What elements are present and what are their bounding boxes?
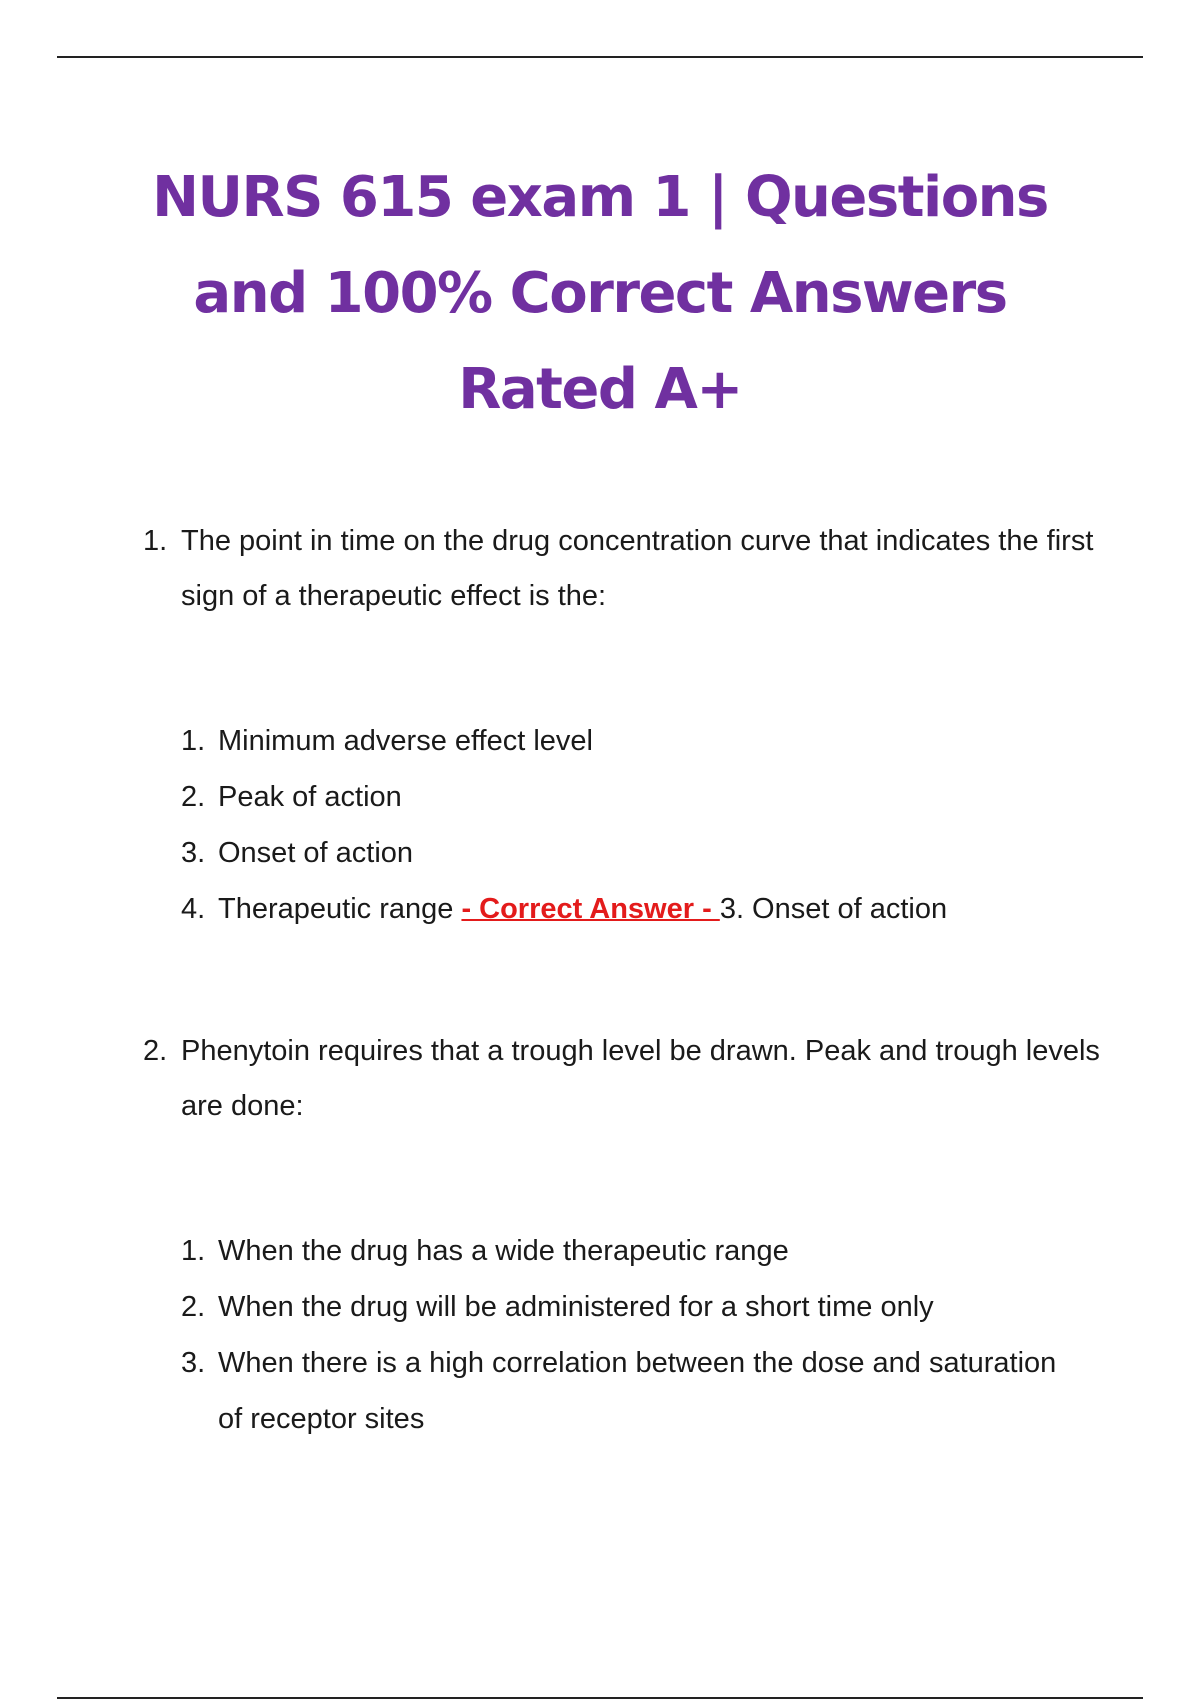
option-number: 1. — [181, 1235, 206, 1267]
option-text: Minimum adverse effect level — [218, 725, 594, 757]
option-number: 1. — [181, 725, 206, 757]
question-text: Phenytoin requires that a trough level be drawn. Peak and trough levels are done: — [181, 1035, 1100, 1122]
option-item — [181, 769, 402, 825]
option-item — [181, 1279, 934, 1335]
option-number: 2. — [181, 781, 206, 813]
option-item — [181, 881, 947, 937]
option-number: 2. — [181, 1291, 206, 1323]
option-item — [181, 1335, 1081, 1447]
option-text: When there is a high correlation between the dose and saturation of receptor sites — [218, 1347, 1057, 1435]
question-number: 1. — [143, 525, 168, 557]
correct-answer-text: 3. Onset of action — [719, 893, 948, 925]
option-number: 3. — [181, 1347, 206, 1379]
correct-answer-marker: - Correct Answer - — [461, 893, 720, 925]
option-item — [181, 825, 413, 881]
title-line-1: NURS 615 exam 1 | Questions — [152, 165, 1048, 230]
option-number: 4. — [181, 893, 206, 925]
option-number: 3. — [181, 837, 206, 869]
option-item — [181, 1223, 789, 1279]
option-item — [181, 713, 593, 769]
question-number: 2. — [143, 1035, 168, 1067]
question-text: The point in time on the drug concentration curve that indicates the first sign of a therapeutic effect is the: — [181, 525, 1094, 612]
title-line-2: and 100% Correct Answers — [193, 261, 1007, 326]
option-text: Onset of action — [218, 837, 414, 869]
option-text: Therapeutic range — [218, 893, 462, 925]
title-line-3: Rated A+ — [458, 357, 742, 422]
option-text: When the drug will be administered for a short time only — [218, 1291, 934, 1323]
option-text: Peak of action — [218, 781, 402, 813]
document-title — [100, 150, 1100, 438]
top-rule — [57, 56, 1143, 58]
option-text: When the drug has a wide therapeutic range — [218, 1235, 789, 1267]
bottom-rule — [57, 1697, 1143, 1699]
